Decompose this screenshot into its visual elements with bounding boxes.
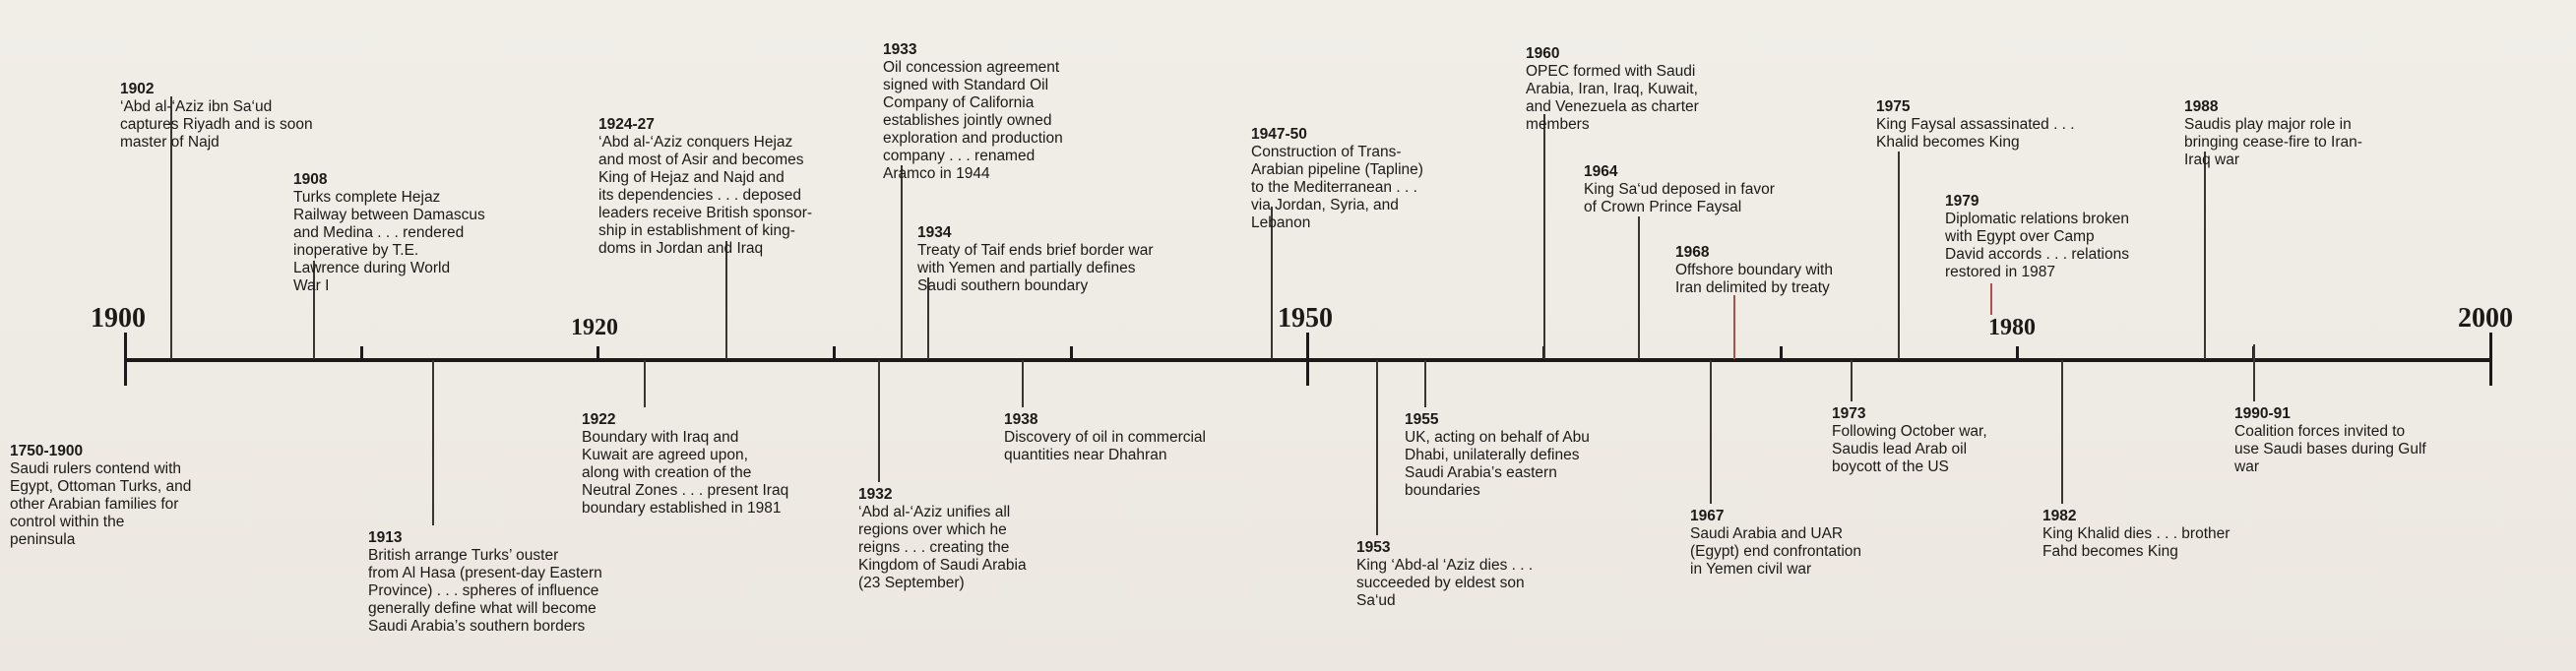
event-text-line: Turks complete Hejaz (293, 189, 441, 206)
event-year: 1982 (2042, 508, 2077, 524)
event-1973 (1832, 405, 1987, 476)
connector-1933 (901, 165, 903, 359)
event-text-line: War I (293, 277, 330, 294)
event-1750-1900 (10, 443, 191, 549)
connector-1967 (1710, 360, 1712, 504)
event-1975 (1876, 98, 2075, 152)
event-text-line: Railway between Damascus (293, 207, 485, 223)
event-1988 (2184, 98, 2362, 169)
event-year: 1979 (1945, 193, 1979, 210)
connector-1990-91 (2253, 344, 2255, 401)
event-text-line: doms in Jordan and Iraq (598, 240, 764, 257)
axis-tick-2000 (2489, 333, 2492, 386)
axis-tick-1980 (2016, 346, 2019, 362)
axis-tick-1970 (1780, 346, 1783, 362)
event-1953 (1356, 539, 1533, 610)
event-text-line: and Medina . . . rendered (293, 224, 465, 241)
axis-tick-1920 (597, 346, 599, 362)
event-text-line: ‘Abd al-‘Aziz conquers Hejaz (598, 134, 793, 151)
event-1932 (858, 486, 1027, 592)
event-text-line: Arabia, Iran, Iraq, Kuwait, (1526, 81, 1698, 97)
event-text-line: Diplomatic relations broken (1945, 211, 2129, 227)
connector-1975 (1898, 152, 1900, 359)
event-text-line: British arrange Turks’ ouster (368, 547, 559, 564)
event-1960 (1526, 45, 1699, 134)
connector-1913 (432, 360, 434, 525)
axis-year-label-1900: 1900 (91, 303, 146, 334)
event-text-line: Lebanon (1251, 214, 1311, 231)
event-year: 1968 (1675, 244, 1710, 261)
event-text-line: Iraq war (2184, 152, 2239, 168)
event-text-line: Saudi southern boundary (917, 277, 1089, 294)
axis-tick-1940 (1070, 346, 1073, 362)
event-1982 (2042, 508, 2230, 561)
event-text-line: reigns . . . creating the (858, 539, 1010, 556)
event-text-line: Following October war, (1832, 423, 1987, 440)
event-text-line: other Arabian families for (10, 496, 179, 513)
event-year: 1947-50 (1251, 126, 1307, 143)
event-text-line: boundaries (1405, 482, 1480, 499)
event-text-line: Coalition forces invited to (2234, 423, 2406, 440)
event-text-line: peninsula (10, 531, 76, 548)
axis-tick-1900 (124, 333, 127, 386)
event-year: 1934 (917, 224, 952, 241)
event-text-line: leaders receive British sponsor- (598, 205, 813, 221)
event-text-line: along with creation of the (582, 464, 752, 481)
event-year: 1932 (858, 486, 893, 503)
connector-1924-27 (725, 241, 727, 359)
event-year: 1967 (1690, 508, 1725, 524)
event-year: 1902 (120, 81, 155, 97)
connector-1932 (878, 360, 880, 482)
event-text-line: and most of Asir and becomes (598, 152, 804, 168)
event-1979 (1945, 193, 2129, 281)
connector-1988 (2204, 152, 2206, 359)
event-1902 (120, 81, 313, 152)
event-text-line: members (1526, 116, 1590, 133)
event-text-line: Construction of Trans- (1251, 144, 1402, 160)
event-text-line: via Jordan, Syria, and (1251, 197, 1399, 214)
axis-year-label-1950: 1950 (1278, 303, 1333, 334)
event-year: 1750-1900 (10, 443, 84, 459)
axis-year-label-2000: 2000 (2458, 303, 2513, 334)
event-text-line: establishes jointly owned (883, 112, 1052, 129)
event-text-line: from Al Hasa (present-day Eastern (368, 565, 602, 581)
axis-year-label-1980: 1980 (1988, 315, 2036, 340)
event-1955 (1405, 411, 1590, 500)
event-text-line: (23 September) (858, 575, 965, 591)
event-text-line: of Crown Prince Faysal (1584, 199, 1742, 215)
event-text-line: Iran delimited by treaty (1675, 279, 1830, 296)
event-text-line: and Venezuela as charter (1526, 98, 1699, 115)
event-1947-50 (1251, 126, 1423, 232)
event-text-line: with Egypt over Camp (1945, 228, 2095, 245)
event-text-line: Saudis lead Arab oil (1832, 441, 1968, 458)
event-year: 1938 (1004, 411, 1038, 428)
event-text-line: Fahd becomes King (2042, 543, 2178, 560)
event-1922 (582, 411, 788, 518)
event-1913 (368, 529, 602, 636)
event-text-line: King ‘Abd-al ‘Aziz dies . . . (1356, 557, 1534, 574)
event-text-line: Boundary with Iraq and (582, 429, 739, 446)
event-text-line: Kingdom of Saudi Arabia (858, 557, 1027, 574)
event-text-line: (Egypt) end confrontation (1690, 543, 1862, 560)
connector-1982 (2061, 360, 2063, 504)
event-text-line: King Khalid dies . . . brother (2042, 525, 2230, 542)
event-text-line: ‘Abd al-‘Aziz ibn Sa‘ud (120, 98, 273, 115)
event-1924-27 (598, 116, 812, 258)
event-text-line: Offshore boundary with (1675, 262, 1833, 278)
event-text-line: David accords . . . relations (1945, 246, 2129, 263)
event-year: 1953 (1356, 539, 1391, 556)
connector-1968 (1733, 295, 1735, 359)
event-text-line: Saudi Arabia and UAR (1690, 525, 1844, 542)
event-text-line: control within the (10, 514, 125, 530)
event-text-line: OPEC formed with Saudi (1526, 63, 1696, 80)
connector-1964 (1638, 216, 1640, 359)
event-text-line: Khalid becomes King (1876, 134, 2020, 151)
connector-1973 (1851, 360, 1853, 401)
event-text-line: inoperative by T.E. (293, 242, 419, 259)
event-text-line: signed with Standard Oil (883, 77, 1049, 93)
connector-1960 (1543, 114, 1545, 359)
event-text-line: Lawrence during World (293, 260, 451, 276)
event-1938 (1004, 411, 1206, 464)
event-text-line: bringing cease-fire to Iran- (2184, 134, 2362, 151)
connector-1938 (1022, 360, 1024, 407)
event-text-line: use Saudi bases during Gulf (2234, 441, 2426, 458)
event-text-line: war (2234, 458, 2259, 475)
event-text-line: generally define what will become (368, 600, 597, 617)
event-text-line: regions over which he (858, 521, 1007, 538)
event-text-line: Saudis play major role in (2184, 116, 2352, 133)
event-text-line: boundary established in 1981 (582, 500, 782, 517)
event-text-line: King of Hejaz and Najd and (598, 169, 785, 186)
connector-1955 (1424, 360, 1426, 407)
event-text-line: Egypt, Ottoman Turks, and (10, 478, 192, 495)
event-year: 1973 (1832, 405, 1866, 422)
event-text-line: Oil concession agreement (883, 59, 1060, 76)
event-text-line: captures Riyadh and is soon (120, 116, 313, 133)
event-text-line: Saudi rulers contend with (10, 460, 182, 477)
event-text-line: to the Mediterranean . . . (1251, 179, 1417, 196)
event-text-line: UK, acting on behalf of Abu (1405, 429, 1590, 446)
axis-tick-1930 (833, 346, 836, 362)
event-year: 1955 (1405, 411, 1439, 428)
event-text-line: company . . . renamed (883, 148, 1036, 164)
event-1967 (1690, 508, 1861, 579)
event-text-line: master of Najd (120, 134, 220, 151)
event-text-line: Aramco in 1944 (883, 165, 990, 182)
event-year: 1960 (1526, 45, 1560, 62)
event-year: 1988 (2184, 98, 2219, 115)
event-text-line: Saudi Arabia’s eastern (1405, 464, 1557, 481)
connector-1953 (1376, 360, 1378, 535)
event-text-line: exploration and production (883, 130, 1063, 147)
event-year: 1908 (293, 171, 328, 188)
event-text-line: Neutral Zones . . . present Iraq (582, 482, 789, 499)
event-1908 (293, 171, 485, 295)
event-year: 1924-27 (598, 116, 655, 133)
event-text-line: Province) . . . spheres of influence (368, 582, 599, 599)
event-1933 (883, 41, 1063, 183)
event-text-line: restored in 1987 (1945, 264, 2056, 280)
axis-tick-1910 (360, 346, 363, 362)
axis-year-label-1920: 1920 (571, 315, 618, 340)
event-year: 1964 (1584, 163, 1618, 180)
event-1964 (1584, 163, 1775, 216)
event-year: 1922 (582, 411, 616, 428)
connector-1922 (644, 360, 646, 407)
event-text-line: with Yemen and partially defines (917, 260, 1136, 276)
event-text-line: quantities near Dhahran (1004, 447, 1167, 463)
event-text-line: ship in establishment of king- (598, 222, 795, 239)
event-text-line: Sa‘ud (1356, 592, 1396, 609)
event-1968 (1675, 244, 1833, 297)
event-1934 (917, 224, 1154, 295)
event-year: 1975 (1876, 98, 1911, 115)
event-year: 1933 (883, 41, 917, 58)
event-text-line: boycott of the US (1832, 458, 1949, 475)
event-text-line: Arabian pipeline (Tapline) (1251, 161, 1423, 178)
axis-tick-1950 (1306, 333, 1309, 386)
event-text-line: ‘Abd al-‘Aziz unifies all (858, 504, 1011, 520)
event-1990-91 (2234, 405, 2426, 476)
event-text-line: Company of California (883, 94, 1035, 111)
event-text-line: Treaty of Taif ends brief border war (917, 242, 1154, 259)
event-text-line: its dependencies . . . deposed (598, 187, 801, 204)
event-text-line: Saudi Arabia’s southern borders (368, 618, 586, 635)
event-year: 1990-91 (2234, 405, 2291, 422)
event-text-line: in Yemen civil war (1690, 561, 1812, 578)
event-text-line: Kuwait are agreed upon, (582, 447, 748, 463)
event-text-line: King Sa‘ud deposed in favor (1584, 181, 1775, 198)
event-text-line: Dhabi, unilaterally defines (1405, 447, 1580, 463)
event-text-line: succeeded by eldest son (1356, 575, 1525, 591)
event-year: 1913 (368, 529, 403, 546)
event-text-line: King Faysal assassinated . . . (1876, 116, 2075, 133)
connector-1979 (1990, 283, 1992, 315)
event-text-line: Discovery of oil in commercial (1004, 429, 1206, 446)
